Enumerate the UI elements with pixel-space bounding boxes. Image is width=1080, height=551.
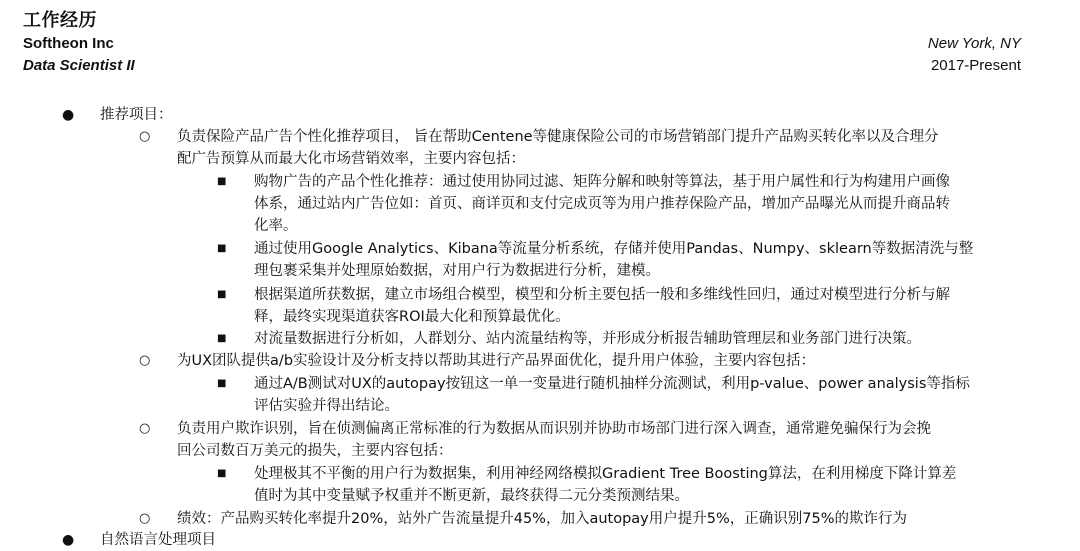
list-item-line: 负责保险产品广告个性化推荐项目， 旨在帮助Centene等健康保险公司的市场营销部门提升产品购买转化率以及合理分	[177, 129, 939, 145]
company-name: Softheon Inc	[23, 35, 114, 52]
sub-item-line: 理包裹采集并处理原始数据，对用户行为数据进行分析，建模。	[254, 263, 660, 279]
level3-bullet: ■	[217, 243, 227, 254]
job-location: New York, NY	[927, 35, 1021, 52]
level2-bullet: ○	[139, 353, 151, 368]
sub-item-line: 化率。	[254, 218, 298, 234]
level2-bullet: ○	[139, 421, 151, 436]
list-item-line: 负责用户欺诈识别，旨在侦测偏离正常标准的行为数据从而识别并协助市场部门进行深入调查，通常避免骗保行为会挽	[177, 421, 931, 437]
level3-bullet: ■	[217, 333, 227, 344]
sub-item-line: 值时为其中变量赋予权重并不断更新，最终获得二元分类预测结果。	[254, 488, 689, 504]
job-position: Data Scientist II	[23, 57, 135, 74]
sub-item-line: 评估实验并得出结论。	[254, 398, 399, 414]
list-item-line: 绩效：产品购买转化率提升20%，站外广告流量提升45%，加入autopay用户提升5%，正确识别75%的欺诈行为	[177, 511, 907, 527]
level3-bullet: ■	[217, 378, 227, 389]
level3-bullet: ■	[217, 468, 227, 479]
sub-item-line: 通过使用Google Analytics、Kibana等流量分析系统，存储并使用Pandas、Numpy、sklearn等数据清洗与整	[254, 241, 974, 257]
list-item-line: 为UX团队提供a/b实验设计及分析支持以帮助其进行产品界面优化，提升用户体验，主要内容包括：	[177, 353, 816, 369]
level1-bullet: ●	[62, 532, 75, 548]
section-title: 工作经历	[23, 10, 97, 31]
list-item-line: 配广告预算从而最大化市场营销效率，主要内容包括：	[177, 151, 525, 167]
sub-item-line: 购物广告的产品个性化推荐：通过使用协同过滤、矩阵分解和映射等算法，基于用户属性和行为构建用户画像	[254, 174, 950, 190]
project-title-partial: 自然语言处理项目	[100, 532, 216, 548]
level3-bullet: ■	[217, 289, 227, 300]
job-dates: 2017-Present	[930, 57, 1021, 74]
level2-bullet: ○	[139, 129, 151, 144]
list-item-line: 回公司数百万美元的损失，主要内容包括：	[177, 443, 453, 459]
sub-item-line: 通过A/B测试对UX的autopay按钮这一单一变量进行随机抽样分流测试，利用p-value、power analysis等指标	[254, 376, 970, 392]
level1-bullet: ●	[62, 107, 75, 123]
level2-bullet: ○	[139, 511, 151, 526]
sub-item-line: 对流量数据进行分析如，人群划分、站内流量结构等，并形成分析报告辅助管理层和业务部门进行决策。	[254, 331, 921, 347]
sub-item-line: 体系，通过站内广告位如：首页、商详页和支付完成页等为用户推荐保险产品，增加产品曝光从而提升商品转	[254, 196, 950, 212]
sub-item-line: 处理极其不平衡的用户行为数据集，利用神经网络模拟Gradient Tree Boosting算法，在利用梯度下降计算差	[254, 466, 957, 482]
project-title: 推荐项目：	[100, 107, 173, 123]
level3-bullet: ■	[217, 176, 227, 187]
sub-item-line: 释，最终实现渠道获客ROI最大化和预算最优化。	[254, 309, 570, 325]
sub-item-line: 根据渠道所获数据，建立市场组合模型，模型和分析主要包括一般和多维线性回归，通过对模型进行分析与解	[254, 287, 950, 303]
